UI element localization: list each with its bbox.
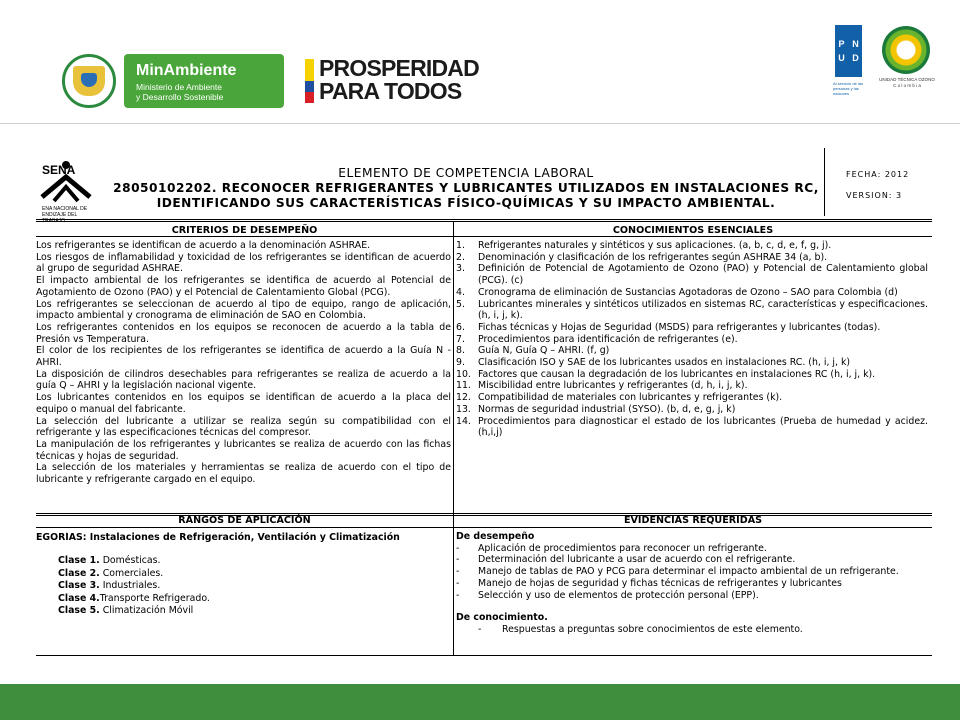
conocimiento-item — [456, 357, 928, 369]
title-line-1: ELEMENTO DE COMPETENCIA LABORAL — [338, 166, 594, 180]
conocimiento-number: 5. — [456, 298, 465, 310]
conocimiento-text: Definición de Potencial de Agotamiento de Ozono (PAO) y Potencial de Calentamiento global (PCG). (c) — [478, 263, 928, 287]
clase-label: Clase 3. — [58, 580, 100, 591]
prosperidad-line2: PARA TODOS — [319, 78, 462, 104]
clase-label: Clase 5. — [58, 605, 100, 616]
title-line-3: IDENTIFICANDO SUS CARACTERÍSTICAS FÍSICO-QUÍMICAS Y SU IMPACTO AMBIENTAL. — [156, 196, 776, 210]
conocimiento-text: Guía N, Guía Q – AHRI. (f, g) — [478, 345, 610, 357]
pnud-cell-n: N — [852, 39, 859, 49]
criterio-item: La manipulación de los refrigerantes y lubricantes se realiza de acuerdo con las fichas técnicas y hojas de seguridad. — [36, 438, 451, 462]
evidencias-conocimiento-title: De conocimiento. — [456, 612, 548, 624]
conocimiento-text: Refrigerantes naturales y sintéticos y sus aplicaciones. (a, b, c, d, e, f, g, j). — [478, 240, 832, 251]
title-line-2: 28050102202. RECONOCER REFRIGERANTES Y LUBRICANTES UTILIZADOS EN INSTALACIONES RC, — [113, 181, 819, 195]
evidencia-dash: - — [456, 542, 460, 554]
clase-label: Clase 2. — [58, 567, 100, 579]
conocimiento-text: Procedimientos para diagnosticar el estado de los lubricantes (Prueba de humedad y acidez. (h,i,j) — [478, 415, 928, 439]
conocimiento-number: 11. — [456, 380, 471, 392]
clase-text: Domésticas. — [99, 555, 161, 566]
criterio-item: Los riesgos de inflamabilidad y toxicidad de los refrigerantes se identifican de acuerdo al grupo de seguridad ASHRAE. — [36, 251, 451, 275]
criterios-header: CRITERIOS DE DESEMPEÑO — [171, 225, 318, 236]
conocimiento-number: 7. — [456, 333, 465, 345]
prosperidad-line1: PROSPERIDAD — [319, 55, 479, 81]
conocimientos-header: CONOCIMIENTOS ESENCIALES — [612, 225, 774, 236]
pnud-cell-u: U — [838, 53, 845, 63]
criterio-item: Los refrigerantes contenidos en los equipos se reconocen de acuerdo a la tabla de Presión vs Temperatura. — [36, 321, 451, 345]
conocimiento-item — [456, 263, 928, 286]
conocimiento-item — [456, 404, 928, 416]
conocimiento-item — [456, 380, 928, 392]
evidencia-text: Determinación del lubricante a usar de acuerdo con el refrigerante. — [478, 554, 796, 566]
conocimiento-number: 10. — [456, 368, 471, 380]
criterio-item: El impacto ambiental de los refrigerantes se identifica de acuerdo al Potencial de Agotamiento de Ozono (PAO) y el Potencial de Calentamiento Global (PCG). — [36, 275, 451, 298]
evidencia-item — [456, 578, 926, 590]
evidencia-dash: - — [478, 623, 482, 635]
minambiente-subtitle-1: Ministerio de Ambiente — [136, 82, 222, 92]
sena-caption: ENA NACIONAL DE ENDIZAJE DEL TRABAJO — [42, 206, 88, 224]
evidencias-list — [456, 531, 926, 636]
conocimiento-item — [456, 345, 928, 357]
conocimiento-text: Cronograma de eliminación de Sustancias Agotadoras de Ozono – SAO para Colombia (d) — [478, 286, 898, 298]
document-bottom-rule — [36, 655, 932, 656]
evidencia-item — [456, 590, 926, 602]
criterios-list — [36, 240, 451, 486]
pnud-cell-p: P — [838, 39, 845, 49]
conocimientos-list — [456, 240, 928, 439]
conocimiento-text: Compatibilidad de materiales con lubricantes y refrigerantes (k). — [478, 392, 783, 404]
criterio-item: Los refrigerantes se identifican de acuerdo a la denominación ASHRAE. — [36, 240, 371, 251]
sena-logo — [34, 157, 98, 225]
evidencias-desempeno-title: De desempeño — [456, 531, 535, 542]
rangos-categorias-title: EGORÍAS: Instalaciones de Refrigeración, Ventilación y Climatización — [36, 532, 400, 543]
clase-item — [58, 568, 210, 581]
conocimiento-number: 12. — [456, 392, 471, 404]
conocimiento-item — [456, 334, 928, 346]
evidencia-item — [456, 543, 926, 555]
conocimiento-number: 2. — [456, 251, 465, 263]
clase-item — [58, 605, 210, 618]
evidencia-text: Manejo de tablas de PAO y PCG para determinar el impacto ambiental de un refrigerante. — [478, 566, 899, 578]
clase-text: Comerciales. — [99, 567, 164, 579]
criterio-item: Los refrigerantes se seleccionan de acuerdo al tipo de equipo, rango de aplicación, impacto ambiental y cronograma de eliminación de SAO en Colombia. — [36, 298, 451, 322]
conocimiento-text: Lubricantes minerales y sintéticos utilizados en sistemas RC, características y especificaciones. (h, i, j, k). — [478, 298, 928, 322]
criterio-item: La selección del lubricante a utilizar se realiza según su compatibilidad con el refrigerante y las especificaciones técnicas del compresor. — [36, 415, 451, 439]
evidencia-dash: - — [456, 554, 460, 566]
conocimiento-item — [456, 299, 928, 322]
clase-label: Clase 4. — [58, 592, 100, 604]
pnud-cell-d: D — [852, 53, 859, 63]
criterio-item: Los lubricantes contenidos en los equipos se identifican de acuerdo a la placa del equipo o manual del fabricante. — [36, 392, 451, 415]
rangos-header-rule — [36, 527, 932, 528]
criterio-item: La disposición de cilindros desechables para refrigerantes se realiza de acuerdo a la guía Q – AHRI y la legislación nacional vigente. — [36, 368, 451, 392]
evidencia-text: Manejo de hojas de seguridad y fichas técnicas de refrigerantes y lubricantes — [478, 577, 842, 589]
evidencia-item — [456, 566, 926, 578]
evidencia-item — [456, 554, 926, 566]
clase-text: Transporte Refrigerado. — [99, 592, 210, 604]
conocimiento-number: 13. — [456, 403, 471, 415]
conocimiento-text: Fichas técnicas y Hojas de Seguridad (MSDS) para refrigerantes y lubricantes (todas). — [478, 321, 881, 333]
pnud-caption: Al servicio de las personas y las naciones — [833, 81, 864, 96]
conocimiento-item — [456, 416, 928, 439]
conocimiento-item — [456, 240, 928, 252]
clase-item — [58, 580, 210, 593]
clases-list — [58, 555, 210, 618]
conocimiento-number: 8. — [456, 345, 465, 357]
lower-column-divider — [453, 516, 454, 656]
evidencia-text: Selección y uso de elementos de protección personal (EPP). — [478, 589, 759, 601]
evidencia-dash: - — [456, 566, 460, 578]
evidencia-dash: - — [456, 589, 460, 601]
criterio-item: El color de los recipientes de los refrigerantes se identifica de acuerdo a la Guía N - AHRI. — [36, 345, 451, 369]
clase-text: Industriales. — [99, 580, 161, 591]
document-title — [110, 166, 822, 211]
rangos-header: RANGOS DE APLICACIÓN — [178, 515, 311, 526]
title-bottom-rule — [36, 219, 932, 222]
conocimiento-item — [456, 287, 928, 299]
conocimiento-text: Denominación y clasificación de los refrigerantes según ASHRAE 34 (a, b). — [478, 251, 828, 263]
uto-caption-2: C o l o m b i a — [893, 83, 921, 88]
fecha-label: FECHA: 2012 — [846, 170, 910, 179]
upper-column-divider — [453, 222, 454, 515]
minambiente-title: MinAmbiente — [136, 62, 237, 79]
clase-item — [58, 555, 210, 568]
evidencias-spacer — [456, 601, 926, 612]
conocimiento-number: 3. — [456, 263, 465, 275]
evidencia-text: Aplicación de procedimientos para reconocer un refrigerante. — [478, 542, 767, 554]
conocimiento-number: 14. — [456, 415, 471, 427]
clase-item — [58, 593, 210, 606]
uto-caption-1: UNIDAD TÉCNICA OZONO — [879, 77, 935, 82]
conocimiento-text: Factores que causan la degradación de los lubricantes en instalaciones RC (h, i, j, k). — [478, 368, 876, 380]
title-right-divider — [824, 148, 825, 216]
sena-word: SENA — [42, 163, 76, 177]
conocimiento-text: Normas de seguridad industrial (SYSO). (b, d, e, g, j, k) — [478, 403, 736, 415]
evidencia-item — [456, 624, 926, 636]
version-label: VERSION: 3 — [846, 191, 903, 200]
clase-label: Clase 1. — [58, 555, 100, 566]
evidencia-dash: - — [456, 577, 460, 589]
evidencia-text: Respuestas a preguntas sobre conocimientos de este elemento. — [502, 623, 803, 635]
criterio-item: La selección de los materiales y herramientas se realiza de acuerdo con el tipo de lubricante y refrigerante cargado en el equipo. — [36, 462, 451, 486]
footer-bar — [0, 684, 960, 720]
clase-text: Climatización Móvil — [99, 605, 194, 616]
conocimiento-number: 4. — [456, 286, 465, 298]
minambiente-subtitle-2: y Desarrollo Sostenible — [136, 92, 224, 102]
conocimiento-text: Clasificación ISO y SAE de los lubricantes usados en instalaciones RC. (h, i, j, k) — [478, 357, 851, 369]
conocimiento-number: 6. — [456, 321, 465, 333]
conocimiento-text: Miscibilidad entre lubricantes y refrigerantes (d, h, i, j, k). — [478, 380, 748, 392]
evidencias-header: EVIDENCIAS REQUERIDAS — [623, 515, 763, 526]
conocimiento-item — [456, 369, 928, 381]
conocimiento-number: 1. — [456, 240, 465, 251]
conocimiento-number: 9. — [456, 357, 465, 369]
conocimiento-item — [456, 392, 928, 404]
conocimiento-item — [456, 252, 928, 264]
conocimiento-item — [456, 322, 928, 334]
conocimiento-text: Procedimientos para identificación de refrigerantes (e). — [478, 333, 738, 345]
